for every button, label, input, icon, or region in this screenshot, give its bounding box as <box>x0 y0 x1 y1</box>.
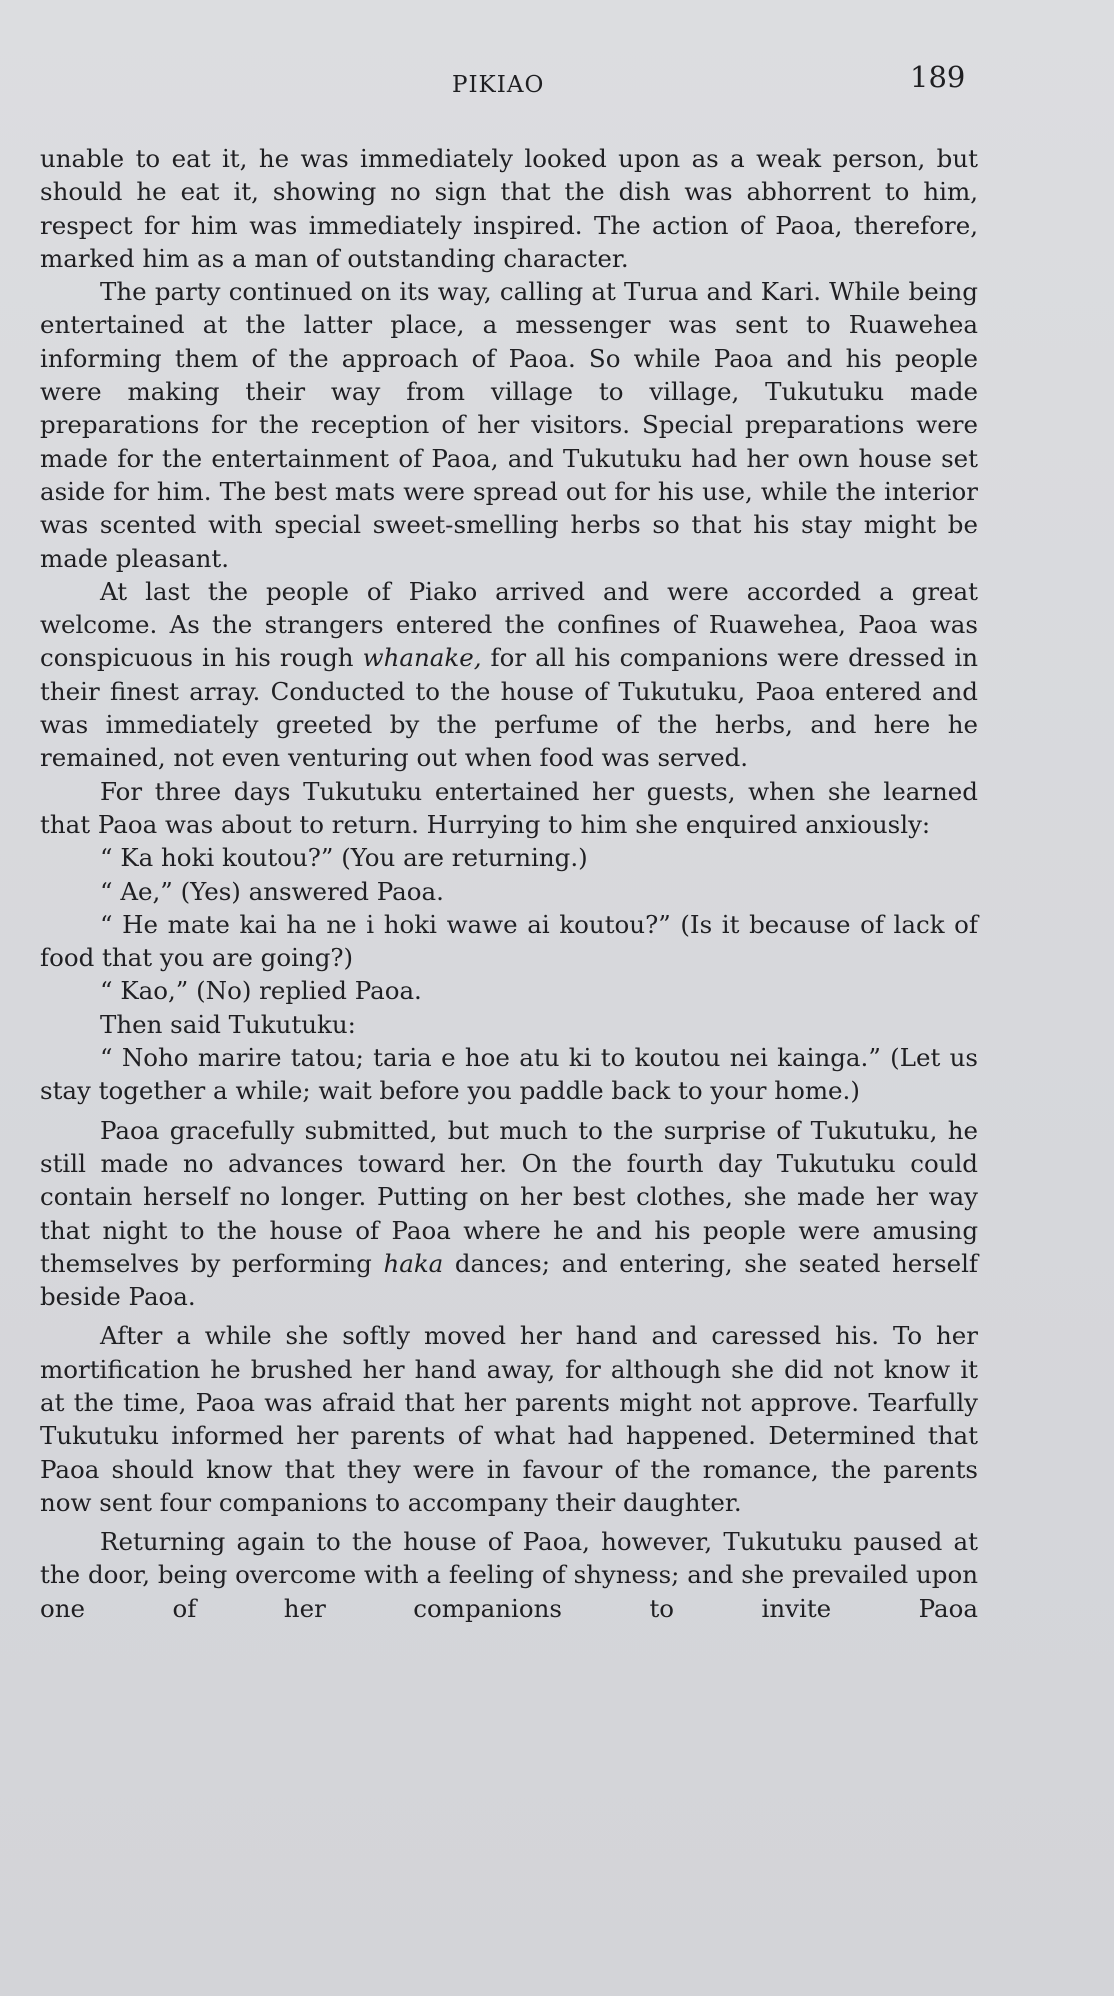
running-title: PIKIAO <box>452 72 545 98</box>
paragraph-5-text-a: Paoa gracefully submitted, but much to the surprise of Tukutuku, he still made no advances toward her. On the fourth day Tukutuku could contain herself no longer. Putting on her best clothes, she made her way that night to the house of Paoa where he and his people were amusing themselves by performing <box>40 1115 978 1278</box>
italic-term-haka: haka <box>383 1248 444 1278</box>
dialogue-line-6: “ Noho marire tatou; taria e hoe atu ki to koutou nei kainga.” (Let us stay together a while; wait before you paddle back to your home.) <box>40 1043 978 1106</box>
paragraph-3 <box>40 575 978 775</box>
paragraph-2: The party continued on its way, calling at Turua and Kari. While being entertained at the latter place, a messenger was sent to Ruawehea informing them of the approach of Paoa. So while Paoa and his people were making their way from village to village, Tukutuku made preparations for the reception of her visitors. Special preparations were made for the entertainment of Paoa, and Tukutuku had her own house set aside for him. The best mats were spread out for his use, while the interior was scented with special sweet-smelling herbs so that his stay might be made pleasant. <box>40 277 978 573</box>
paragraph-5-text-b: dances; and entering, she seated herself beside Paoa. <box>40 1248 978 1312</box>
paragraph-3-text-b: for all his companions were dressed in their finest array. Conducted to the house of Tukutuku, Paoa entered and was immediately greeted by the perfume of the herbs, and here he remained, not even venturing out when food was served. <box>40 643 978 773</box>
dialogue-line-3: “ He mate kai ha ne i hoki wawe ai koutou?” (Is it because of lack of food that you are going?) <box>40 909 978 973</box>
body-text <box>40 142 978 1625</box>
dialogue-line-4: “ Kao,” (No) replied Paoa. <box>100 976 422 1006</box>
dialogue-line-2: “ Ae,” (Yes) answered Paoa. <box>100 876 444 906</box>
paragraph-3-text-a: At last the people of Piako arrived and were accorded a great welcome. As the strangers entered the confines of Ruawehea, Paoa was conspicuous in his rough <box>40 576 978 673</box>
dialogue-line-1: “ Ka hoki koutou?” (You are returning.) <box>100 843 588 873</box>
italic-term-whanake: whanake, <box>362 643 482 673</box>
paragraph-5 <box>40 1114 978 1314</box>
dialogue-line-5: Then said Tukutuku: <box>100 1009 356 1039</box>
paragraph-6: After a while she softly moved her hand and caressed his. To her mortification he brushed her hand away, for although she did not know it at the time, Paoa was afraid that her parents might not approve. Tearfully Tukutuku informed her parents of what had happened. Determined that Paoa should know that they were in favour of the romance, the parents now sent four companions to accompany their daughter. <box>40 1321 978 1517</box>
paragraph-1: unable to eat it, he was immediately looked upon as a weak person, but should he eat it, showing no sign that the dish was abhorrent to him, respect for him was immediately inspired. The action of Paoa, therefore, marked him as a man of outstanding character. <box>40 144 978 273</box>
paragraph-4: For three days Tukutuku entertained her guests, when she learned that Paoa was about to return. Hurrying to him she enquired anxiously: <box>40 776 978 839</box>
paragraph-7: Returning again to the house of Paoa, however, Tukutuku paused at the door, being overcome with a feeling of shyness; and she prevailed upon one of her companions to invite Paoa <box>40 1527 978 1623</box>
page-number: 189 <box>910 60 966 94</box>
